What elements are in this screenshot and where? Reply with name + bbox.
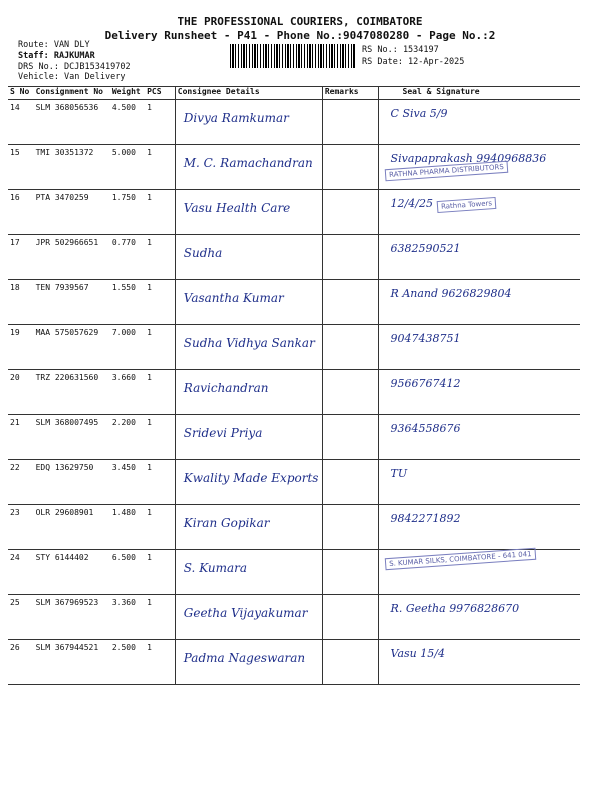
row-sno: 16: [8, 190, 34, 235]
table-row: [8, 235, 580, 280]
row-details: [175, 460, 322, 505]
row-details: [175, 100, 322, 145]
consignee-handwriting: Sridevi Priya: [183, 426, 263, 440]
company-stamp: Rathna Towers: [437, 197, 497, 213]
signature-handwriting: 6382590521: [390, 242, 461, 255]
row-weight: 2.500: [110, 640, 145, 685]
row-pcs: 1: [145, 370, 175, 415]
row-weight: 2.200: [110, 415, 145, 460]
row-seal: [378, 145, 580, 190]
row-details: [175, 190, 322, 235]
row-remarks: [322, 100, 378, 145]
row-consignment: SLM 368007495: [34, 415, 110, 460]
table-row: [8, 370, 580, 415]
row-remarks: [322, 505, 378, 550]
col-weight: Weight: [110, 87, 145, 100]
row-remarks: [322, 325, 378, 370]
row-pcs: 1: [145, 280, 175, 325]
row-remarks: [322, 235, 378, 280]
row-sno: 19: [8, 325, 34, 370]
row-pcs: 1: [145, 235, 175, 280]
row-seal: [378, 190, 580, 235]
table-row: [8, 100, 580, 145]
row-details: [175, 505, 322, 550]
row-weight: 0.770: [110, 235, 145, 280]
col-details: Consignee Details: [175, 87, 322, 100]
row-weight: 6.500: [110, 550, 145, 595]
vehicle-label: Vehicle: Van Delivery: [18, 72, 126, 82]
row-sno: 21: [8, 415, 34, 460]
row-weight: 1.550: [110, 280, 145, 325]
signature-handwriting: 9364558676: [390, 422, 461, 435]
row-seal: [378, 595, 580, 640]
row-consignment: SLM 368056536: [34, 100, 110, 145]
consignee-handwriting: Kiran Gopikar: [183, 516, 270, 530]
consignee-handwriting: Sudha Vidhya Sankar: [183, 336, 315, 350]
signature-handwriting: TU: [390, 467, 408, 480]
row-remarks: [322, 595, 378, 640]
row-details: [175, 550, 322, 595]
row-remarks: [322, 145, 378, 190]
row-pcs: 1: [145, 190, 175, 235]
table-row: [8, 460, 580, 505]
rs-date: RS Date: 12-Apr-2025: [362, 57, 465, 67]
row-sno: 18: [8, 280, 34, 325]
row-sno: 15: [8, 145, 34, 190]
col-seal: Seal & Signature: [378, 87, 580, 100]
row-weight: 5.000: [110, 145, 145, 190]
consignee-handwriting: Padma Nageswaran: [183, 651, 306, 665]
row-sno: 17: [8, 235, 34, 280]
signature-handwriting: 9842271892: [390, 512, 461, 525]
row-pcs: 1: [145, 595, 175, 640]
row-weight: 7.000: [110, 325, 145, 370]
row-consignment: JPR 502966651: [34, 235, 110, 280]
row-details: [175, 325, 322, 370]
company-stamp: S. KUMAR SILKS, COIMBATORE - 641 041: [384, 548, 535, 570]
row-seal: [378, 550, 580, 595]
row-weight: 1.480: [110, 505, 145, 550]
row-sno: 23: [8, 505, 34, 550]
row-remarks: [322, 280, 378, 325]
table-row: [8, 325, 580, 370]
row-pcs: 1: [145, 550, 175, 595]
drs-label: DRS No.: DCJB153419702: [18, 62, 131, 72]
row-seal: [378, 100, 580, 145]
row-seal: [378, 370, 580, 415]
row-seal: [378, 325, 580, 370]
row-pcs: 1: [145, 505, 175, 550]
row-consignment: TEN 7939567: [34, 280, 110, 325]
row-consignment: TMI 30351372: [34, 145, 110, 190]
row-weight: 1.750: [110, 190, 145, 235]
col-remarks: Remarks: [322, 87, 378, 100]
row-consignment: OLR 29608901: [34, 505, 110, 550]
row-seal: [378, 640, 580, 685]
table-row: [8, 595, 580, 640]
consignee-handwriting: Vasu Health Care: [183, 201, 291, 215]
signature-handwriting: Sivapaprakash 9940968836: [390, 152, 547, 165]
consignee-handwriting: Divya Ramkumar: [183, 111, 289, 125]
row-consignment: MAA 575057629: [34, 325, 110, 370]
row-consignment: STY 6144402: [34, 550, 110, 595]
consignee-handwriting: Vasantha Kumar: [183, 291, 284, 305]
row-seal: [378, 235, 580, 280]
col-consignment: Consignment No: [34, 87, 110, 100]
row-weight: 3.360: [110, 595, 145, 640]
row-details: [175, 145, 322, 190]
table-row: [8, 145, 580, 190]
runsheet-table: [8, 86, 580, 685]
row-weight: 4.500: [110, 100, 145, 145]
signature-handwriting: R Anand 9626829804: [390, 287, 512, 300]
row-consignment: SLM 367969523: [34, 595, 110, 640]
row-remarks: [322, 415, 378, 460]
staff-label: Staff: RAJKUMAR: [18, 51, 95, 61]
table-row: [8, 190, 580, 235]
consignee-handwriting: S. Kumara: [183, 561, 248, 575]
row-details: [175, 235, 322, 280]
row-remarks: [322, 460, 378, 505]
row-seal: [378, 460, 580, 505]
company-title: THE PROFESSIONAL COURIERS, COIMBATORE: [177, 15, 423, 28]
row-pcs: 1: [145, 325, 175, 370]
table-row: [8, 415, 580, 460]
signature-handwriting: R. Geetha 9976828670: [390, 602, 520, 615]
rs-number: RS No.: 1534197: [362, 45, 439, 55]
col-sno: S No: [8, 87, 34, 100]
row-sno: 24: [8, 550, 34, 595]
row-remarks: [322, 190, 378, 235]
row-details: [175, 640, 322, 685]
consignee-handwriting: Sudha: [183, 246, 223, 260]
row-consignment: EDQ 13629750: [34, 460, 110, 505]
row-pcs: 1: [145, 415, 175, 460]
table-row: [8, 505, 580, 550]
consignee-handwriting: Geetha Vijayakumar: [183, 606, 308, 620]
row-seal: [378, 280, 580, 325]
row-details: [175, 370, 322, 415]
consignee-handwriting: M. C. Ramachandran: [183, 156, 313, 170]
signature-handwriting: C Siva 5/9: [390, 107, 448, 120]
row-sno: 26: [8, 640, 34, 685]
signature-handwriting: Vasu 15/4: [390, 647, 445, 660]
table-header-row: [8, 87, 580, 100]
col-pcs: PCS: [145, 87, 175, 100]
row-sno: 22: [8, 460, 34, 505]
route-label: Route: VAN DLY: [18, 40, 90, 50]
runsheet-subtitle: Delivery Runsheet - P41 - Phone No.:9047080280 - Page No.:2: [104, 29, 496, 42]
row-pcs: 1: [145, 100, 175, 145]
row-seal: [378, 415, 580, 460]
row-weight: 3.450: [110, 460, 145, 505]
row-sno: 25: [8, 595, 34, 640]
row-pcs: 1: [145, 145, 175, 190]
signature-handwriting: 9566767412: [390, 377, 461, 390]
row-seal: [378, 505, 580, 550]
row-consignment: TRZ 220631560: [34, 370, 110, 415]
row-details: [175, 415, 322, 460]
table-row: [8, 640, 580, 685]
signature-handwriting: 9047438751: [390, 332, 461, 345]
barcode: [230, 44, 356, 68]
row-weight: 3.660: [110, 370, 145, 415]
row-details: [175, 595, 322, 640]
row-remarks: [322, 640, 378, 685]
row-details: [175, 280, 322, 325]
row-consignment: PTA 3470259: [34, 190, 110, 235]
row-pcs: 1: [145, 640, 175, 685]
row-pcs: 1: [145, 460, 175, 505]
row-remarks: [322, 370, 378, 415]
row-sno: 20: [8, 370, 34, 415]
consignee-handwriting: Kwality Made Exports: [183, 471, 319, 485]
row-sno: 14: [8, 100, 34, 145]
consignee-handwriting: Ravichandran: [183, 381, 269, 395]
signature-handwriting: 12/4/25: [390, 197, 433, 210]
row-remarks: [322, 550, 378, 595]
row-consignment: SLM 367944521: [34, 640, 110, 685]
table-row: [8, 550, 580, 595]
company-stamp: RATHNA PHARMA DISTRIBUTORS: [384, 161, 507, 182]
table-row: [8, 280, 580, 325]
